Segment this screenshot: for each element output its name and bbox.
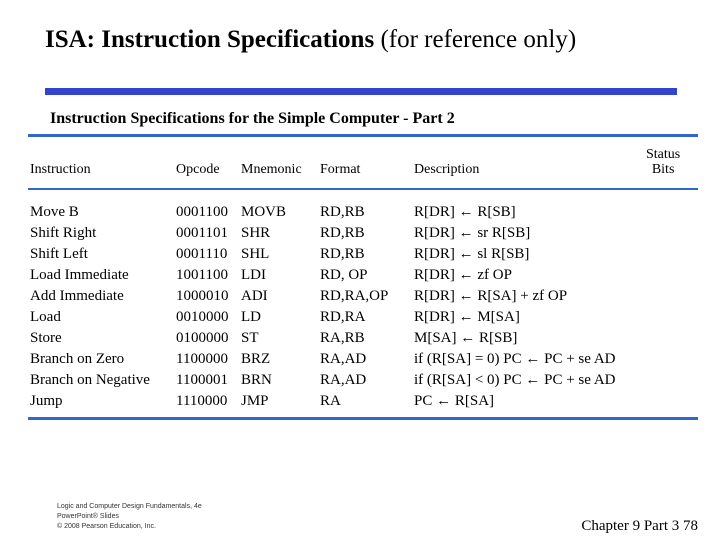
description-cell: R[DR] ← R[SB] [414,204,516,220]
format-cell: RA,AD [320,372,367,388]
format-cell: RD,RB [320,204,365,220]
title-underline [45,88,677,95]
description-cell: R[DR] ← R[SA] + zf OP [414,288,568,304]
column-format [320,202,388,412]
format-cell: RD,RA [320,309,366,325]
table-top-rule [28,134,698,137]
header-instruction: Instruction [30,162,91,177]
opcode-cell: 1000010 [176,288,229,304]
description-cell: M[SA] ← R[SB] [414,330,518,346]
description-cell: R[DR] ← sr R[SB] [414,225,531,241]
instruction-cell: Load [30,309,61,325]
mnemonic-cell: ADI [241,288,268,304]
mnemonic-cell: ST [241,330,259,346]
description-cell: if (R[SA] < 0) PC ← PC + se AD [414,372,616,388]
description-cell: R[DR] ← M[SA] [414,309,520,325]
description-cell: R[DR] ← sl R[SB] [414,246,530,262]
header-status-bits [646,147,680,177]
format-cell: RD, OP [320,267,368,283]
column-instruction [30,202,150,412]
mnemonic-cell: LD [241,309,261,325]
mnemonic-cell: MOVB [241,204,287,220]
opcode-cell: 1110000 [176,393,228,409]
header-mnemonic: Mnemonic [241,162,302,177]
mnemonic-cell: BRZ [241,351,271,367]
column-description [414,202,616,412]
instruction-cell: Branch on Negative [30,372,150,388]
opcode-cell: 1100000 [176,351,228,367]
description-cell: PC ← R[SA] [414,393,495,409]
slide-title [45,26,576,54]
logo-line-2: PowerPoint® Slides [57,513,119,520]
slide-title-rest: (for reference only) [374,26,577,53]
description-cell: if (R[SA] = 0) PC ← PC + se AD [414,351,616,367]
mnemonic-cell: BRN [241,372,272,388]
opcode-cell: 0001110 [176,246,228,262]
instruction-cell: Load Immediate [30,267,129,283]
header-status-line1: Status [646,147,681,162]
opcode-cell: 0001100 [176,204,228,220]
header-status-line2: Bits [651,162,675,177]
opcode-cell: 0010000 [176,309,229,325]
format-cell: RD,RB [320,246,365,262]
format-cell: RD,RA,OP [320,288,389,304]
description-cell: R[DR] ← zf OP [414,267,512,283]
slide-title-bold: ISA: Instruction Specifications [45,26,375,53]
instruction-cell: Move B [30,204,79,220]
mnemonic-cell: LDI [241,267,266,283]
opcode-cell: 0001101 [176,225,228,241]
header-format: Format [320,162,361,177]
instruction-cell: Shift Left [30,246,88,262]
table-caption: Instruction Specifications for the Simple Computer - Part 2 [50,110,455,127]
header-description: Description [414,162,480,177]
column-mnemonic [241,202,286,412]
format-cell: RA [320,393,341,409]
instruction-cell: Shift Right [30,225,97,241]
publisher-logo-text [57,502,202,532]
format-cell: RA,RB [320,330,365,346]
mnemonic-cell: JMP [241,393,269,409]
logo-line-1: Logic and Computer Design Fundamentals, 4e [57,503,202,510]
instruction-cell: Branch on Zero [30,351,125,367]
instruction-cell: Store [30,330,62,346]
opcode-cell: 1001100 [176,267,228,283]
header-opcode: Opcode [176,162,220,177]
instruction-cell: Add Immediate [30,288,124,304]
format-cell: RA,AD [320,351,367,367]
logo-line-3: © 2008 Pearson Education, Inc. [57,523,156,530]
instruction-cell: Jump [30,393,63,409]
mnemonic-cell: SHL [241,246,270,262]
format-cell: RD,RB [320,225,365,241]
opcode-cell: 1100001 [176,372,228,388]
page-number: Chapter 9 Part 3 78 [581,518,698,534]
table-bottom-rule [28,417,698,420]
opcode-cell: 0100000 [176,330,229,346]
table-header-rule [28,188,698,190]
mnemonic-cell: SHR [241,225,271,241]
column-opcode [176,202,229,412]
